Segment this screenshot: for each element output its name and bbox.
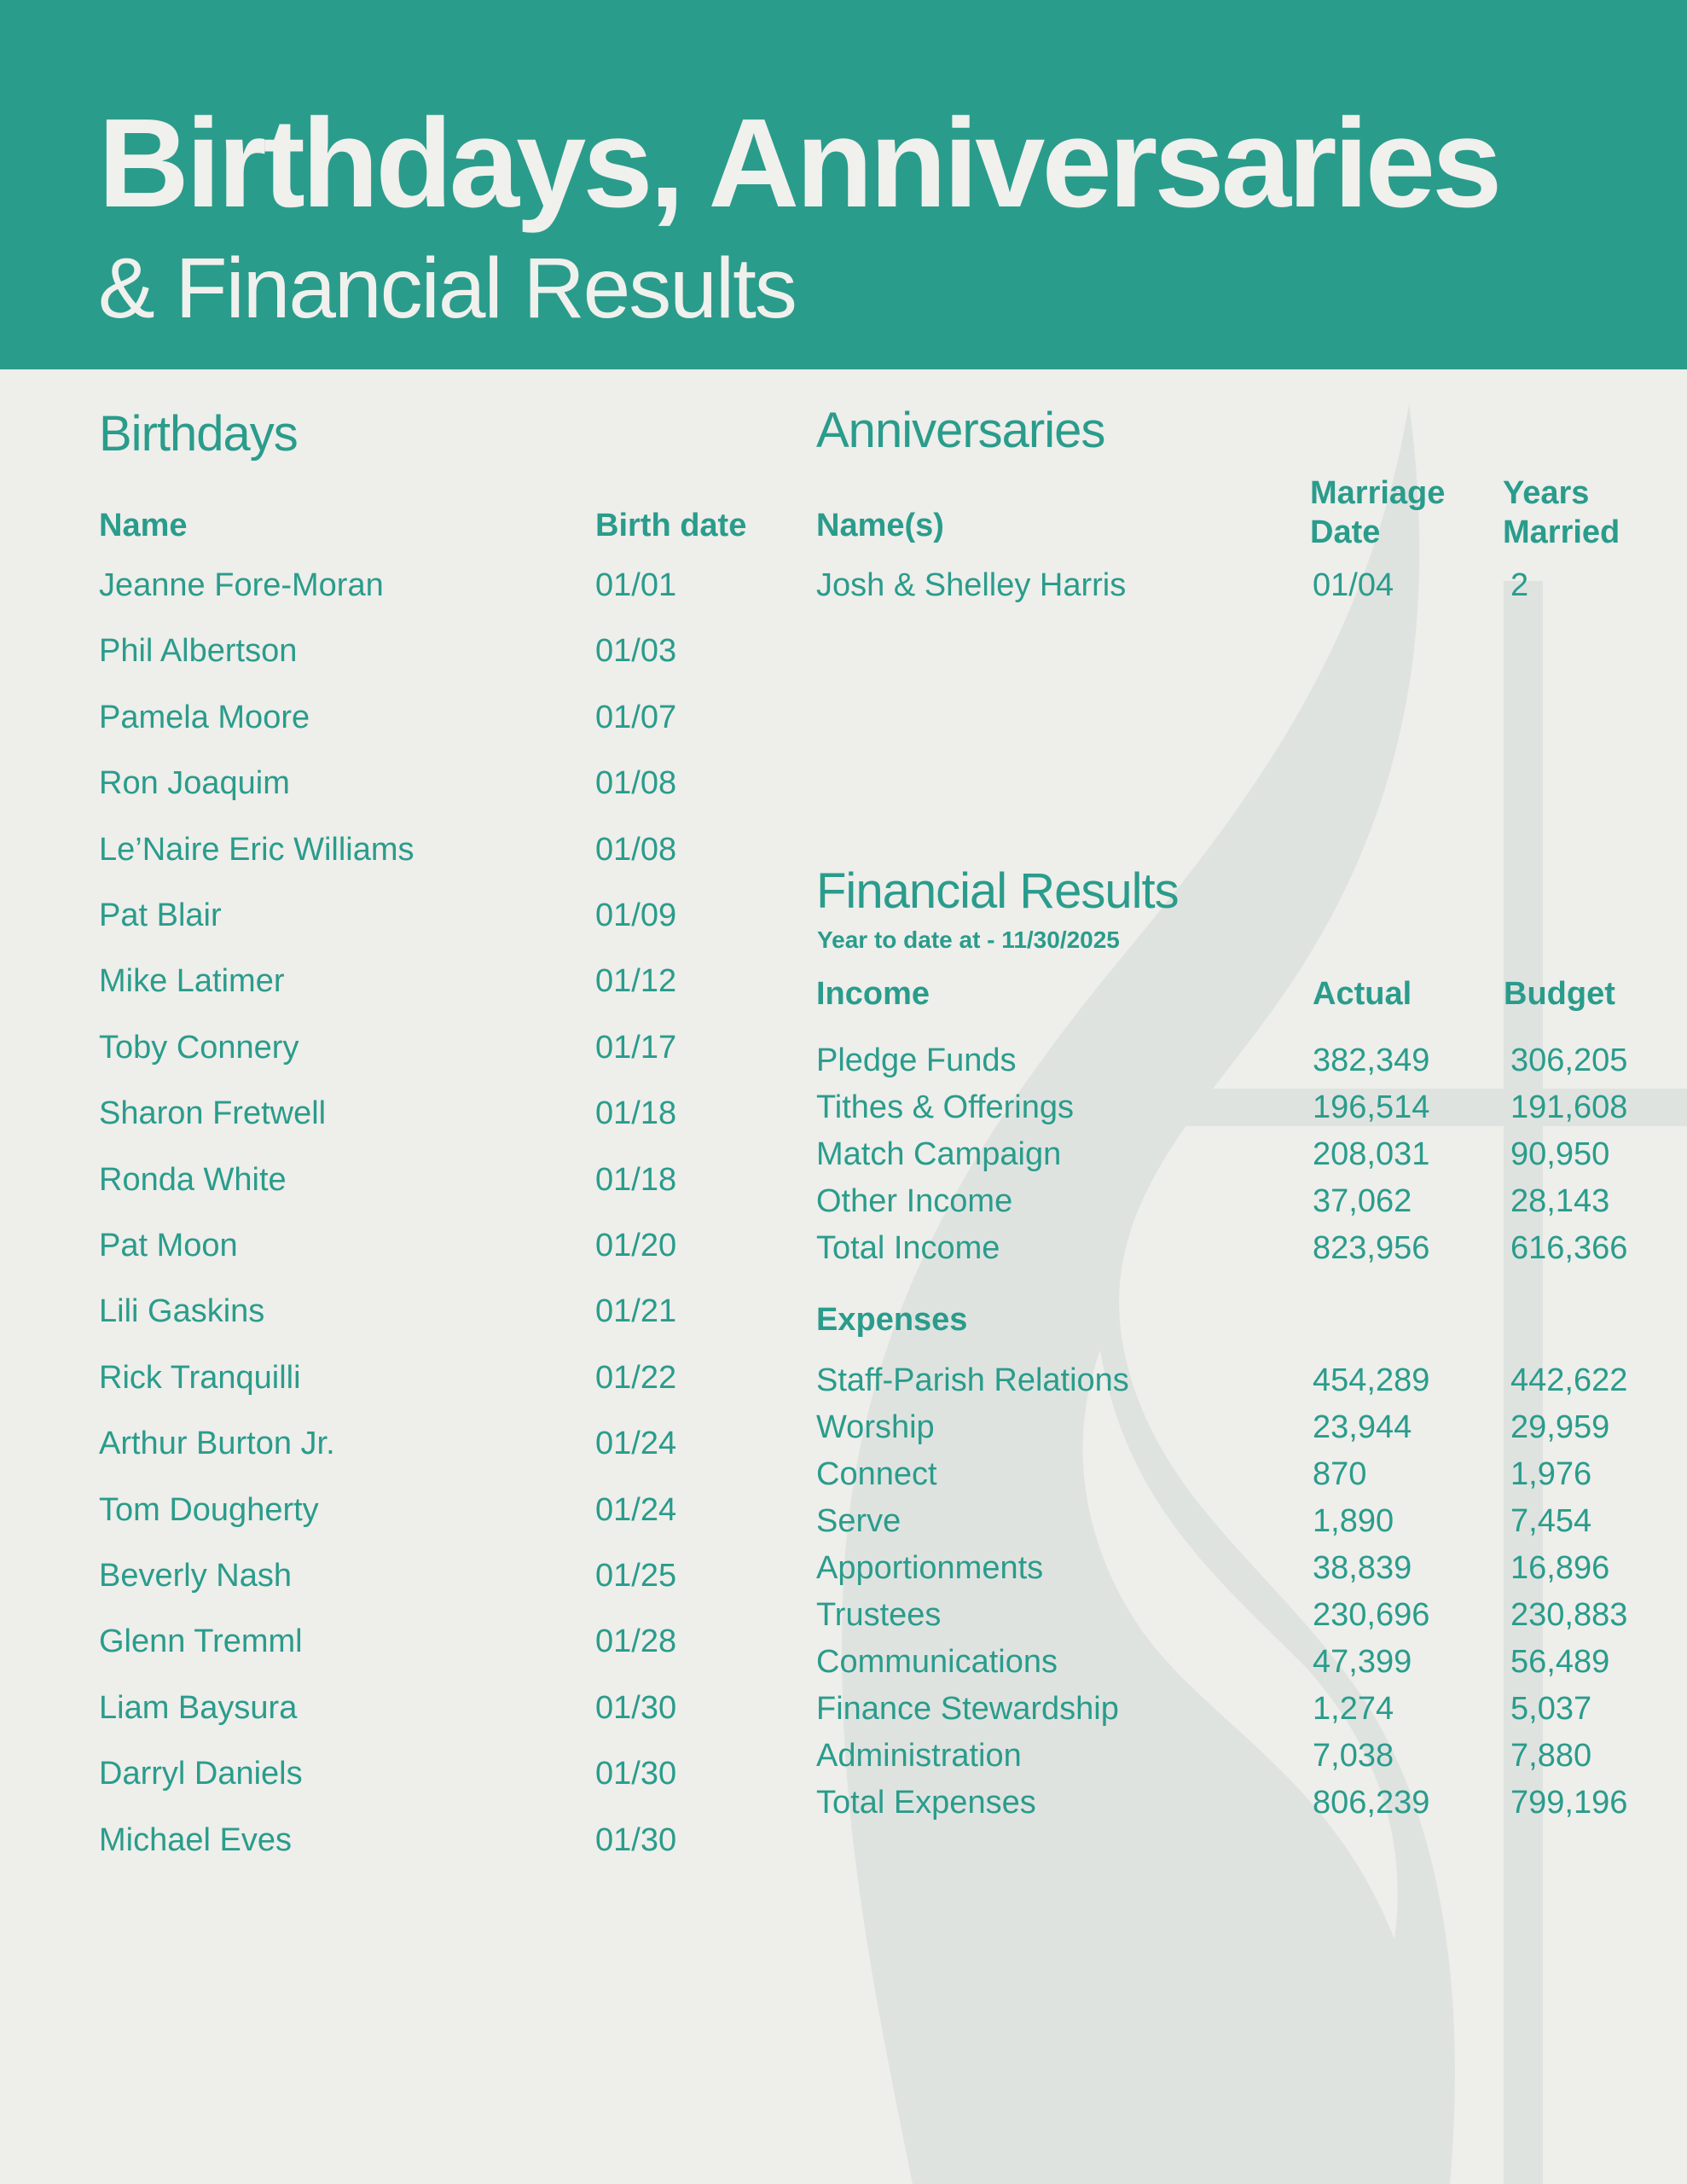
financial-date-note: Year to date at - 11/30/2025 — [817, 926, 1120, 953]
birthdays-date-header: Birth date — [595, 508, 747, 543]
income-budget: 306,205 — [1510, 1043, 1628, 1078]
birthday-name: Tom Dougherty — [99, 1491, 319, 1528]
birthday-name: Beverly Nash — [99, 1558, 292, 1594]
birthday-date: 01/07 — [595, 699, 677, 735]
birthday-name: Ronda White — [99, 1161, 287, 1198]
birthday-name: Ron Joaquim — [99, 765, 290, 802]
page-title: Birthdays, Anniversaries — [98, 93, 1499, 234]
anniversaries-date-header — [1310, 473, 1445, 552]
income-actual: 37,062 — [1313, 1183, 1412, 1219]
birthday-name: Toby Connery — [99, 1029, 299, 1066]
birthday-date: 01/01 — [595, 567, 677, 603]
birthday-name: Rick Tranquilli — [99, 1359, 301, 1396]
birthday-name: Arthur Burton Jr. — [99, 1426, 335, 1462]
expense-budget: 1,976 — [1510, 1456, 1592, 1492]
anniversaries-years-header-line2: Married — [1503, 514, 1620, 550]
income-actual: 196,514 — [1313, 1089, 1430, 1125]
birthday-date: 01/30 — [595, 1756, 677, 1792]
budget-header: Budget — [1504, 976, 1615, 1012]
expense-actual: 7,038 — [1313, 1738, 1394, 1774]
birthday-date: 01/25 — [595, 1558, 677, 1594]
birthday-name: Pamela Moore — [99, 699, 310, 735]
income-budget: 191,608 — [1510, 1089, 1628, 1125]
actual-header: Actual — [1313, 976, 1412, 1012]
birthday-date: 01/30 — [595, 1689, 677, 1726]
expense-label: Communications — [816, 1644, 1058, 1680]
expense-label: Connect — [816, 1456, 937, 1492]
birthday-date: 01/22 — [595, 1359, 677, 1396]
anniversaries-years-header-line1: Years — [1503, 475, 1590, 511]
birthday-date: 01/17 — [595, 1029, 677, 1066]
birthday-name: Lili Gaskins — [99, 1293, 265, 1330]
birthday-name: Sharon Fretwell — [99, 1095, 327, 1132]
expense-budget: 230,883 — [1510, 1597, 1628, 1633]
expense-label: Trustees — [816, 1597, 942, 1633]
expense-budget: 5,037 — [1510, 1691, 1592, 1727]
anniversaries-years-header — [1503, 473, 1620, 552]
income-actual: 208,031 — [1313, 1136, 1430, 1172]
birthday-date: 01/12 — [595, 963, 677, 1000]
expense-budget: 442,622 — [1510, 1362, 1628, 1398]
income-budget: 28,143 — [1510, 1183, 1610, 1219]
expense-actual: 230,696 — [1313, 1597, 1430, 1633]
income-header: Income — [816, 976, 930, 1012]
income-label: Total Income — [816, 1230, 1000, 1266]
expense-budget: 16,896 — [1510, 1550, 1610, 1586]
income-label: Match Campaign — [816, 1136, 1062, 1172]
expense-budget: 7,454 — [1510, 1503, 1592, 1539]
birthdays-title: Birthdays — [99, 406, 298, 462]
birthday-name: Liam Baysura — [99, 1689, 298, 1726]
expense-actual: 870 — [1313, 1456, 1367, 1492]
birthday-name: Michael Eves — [99, 1821, 292, 1858]
birthday-date: 01/21 — [595, 1293, 677, 1330]
income-label: Pledge Funds — [816, 1043, 1017, 1078]
birthday-date: 01/30 — [595, 1821, 677, 1858]
expense-label: Worship — [816, 1409, 935, 1445]
expense-label: Total Expenses — [816, 1785, 1036, 1821]
birthday-name: Glenn Tremml — [99, 1623, 303, 1660]
birthday-date: 01/18 — [595, 1095, 677, 1132]
anniversaries-title: Anniversaries — [816, 403, 1105, 458]
income-budget: 90,950 — [1510, 1136, 1610, 1172]
anniversaries-names-header: Name(s) — [816, 508, 944, 543]
anniversary-years: 2 — [1510, 567, 1529, 603]
expense-label: Apportionments — [816, 1550, 1044, 1586]
expenses-header: Expenses — [816, 1302, 968, 1338]
birthday-name: Pat Moon — [99, 1228, 238, 1263]
birthday-date: 01/18 — [595, 1161, 677, 1198]
income-actual: 823,956 — [1313, 1230, 1430, 1266]
birthday-name: Jeanne Fore-Moran — [99, 567, 384, 603]
birthday-date: 01/28 — [595, 1623, 677, 1660]
anniversary-date: 01/04 — [1313, 567, 1394, 603]
birthday-date: 01/08 — [595, 765, 677, 802]
expense-label: Staff-Parish Relations — [816, 1362, 1129, 1398]
income-actual: 382,349 — [1313, 1043, 1430, 1078]
page-subtitle: & Financial Results — [98, 241, 796, 336]
expense-budget: 799,196 — [1510, 1785, 1628, 1821]
expense-label: Serve — [816, 1503, 901, 1539]
birthday-date: 01/08 — [595, 831, 677, 868]
birthday-date: 01/03 — [595, 633, 677, 670]
income-label: Other Income — [816, 1183, 1013, 1219]
birthday-date: 01/24 — [595, 1491, 677, 1528]
expense-budget: 7,880 — [1510, 1738, 1592, 1774]
birthdays-name-header: Name — [99, 508, 188, 543]
birthday-name: Mike Latimer — [99, 963, 285, 1000]
birthday-name: Darryl Daniels — [99, 1756, 303, 1792]
header-banner — [0, 0, 1687, 369]
income-label: Tithes & Offerings — [816, 1089, 1075, 1125]
expense-actual: 1,274 — [1313, 1691, 1394, 1727]
anniversaries-date-header-line1: Marriage — [1310, 475, 1446, 511]
expense-actual: 47,399 — [1313, 1644, 1412, 1680]
expense-actual: 806,239 — [1313, 1785, 1430, 1821]
income-budget: 616,366 — [1510, 1230, 1628, 1266]
expense-actual: 454,289 — [1313, 1362, 1430, 1398]
anniversaries-date-header-line2: Date — [1310, 514, 1381, 550]
anniversary-names: Josh & Shelley Harris — [816, 567, 1127, 603]
birthday-date: 01/09 — [595, 897, 677, 933]
expense-actual: 38,839 — [1313, 1550, 1412, 1586]
expense-actual: 23,944 — [1313, 1409, 1412, 1445]
expense-budget: 29,959 — [1510, 1409, 1610, 1445]
birthday-date: 01/24 — [595, 1426, 677, 1462]
birthday-name: Pat Blair — [99, 897, 222, 933]
expense-label: Finance Stewardship — [816, 1691, 1119, 1727]
birthday-name: Le’Naire Eric Williams — [99, 831, 415, 868]
birthday-name: Phil Albertson — [99, 633, 298, 670]
birthday-date: 01/20 — [595, 1228, 677, 1263]
expense-label: Administration — [816, 1738, 1022, 1774]
expense-actual: 1,890 — [1313, 1503, 1394, 1539]
expense-budget: 56,489 — [1510, 1644, 1610, 1680]
financial-title: Financial Results — [816, 863, 1179, 919]
